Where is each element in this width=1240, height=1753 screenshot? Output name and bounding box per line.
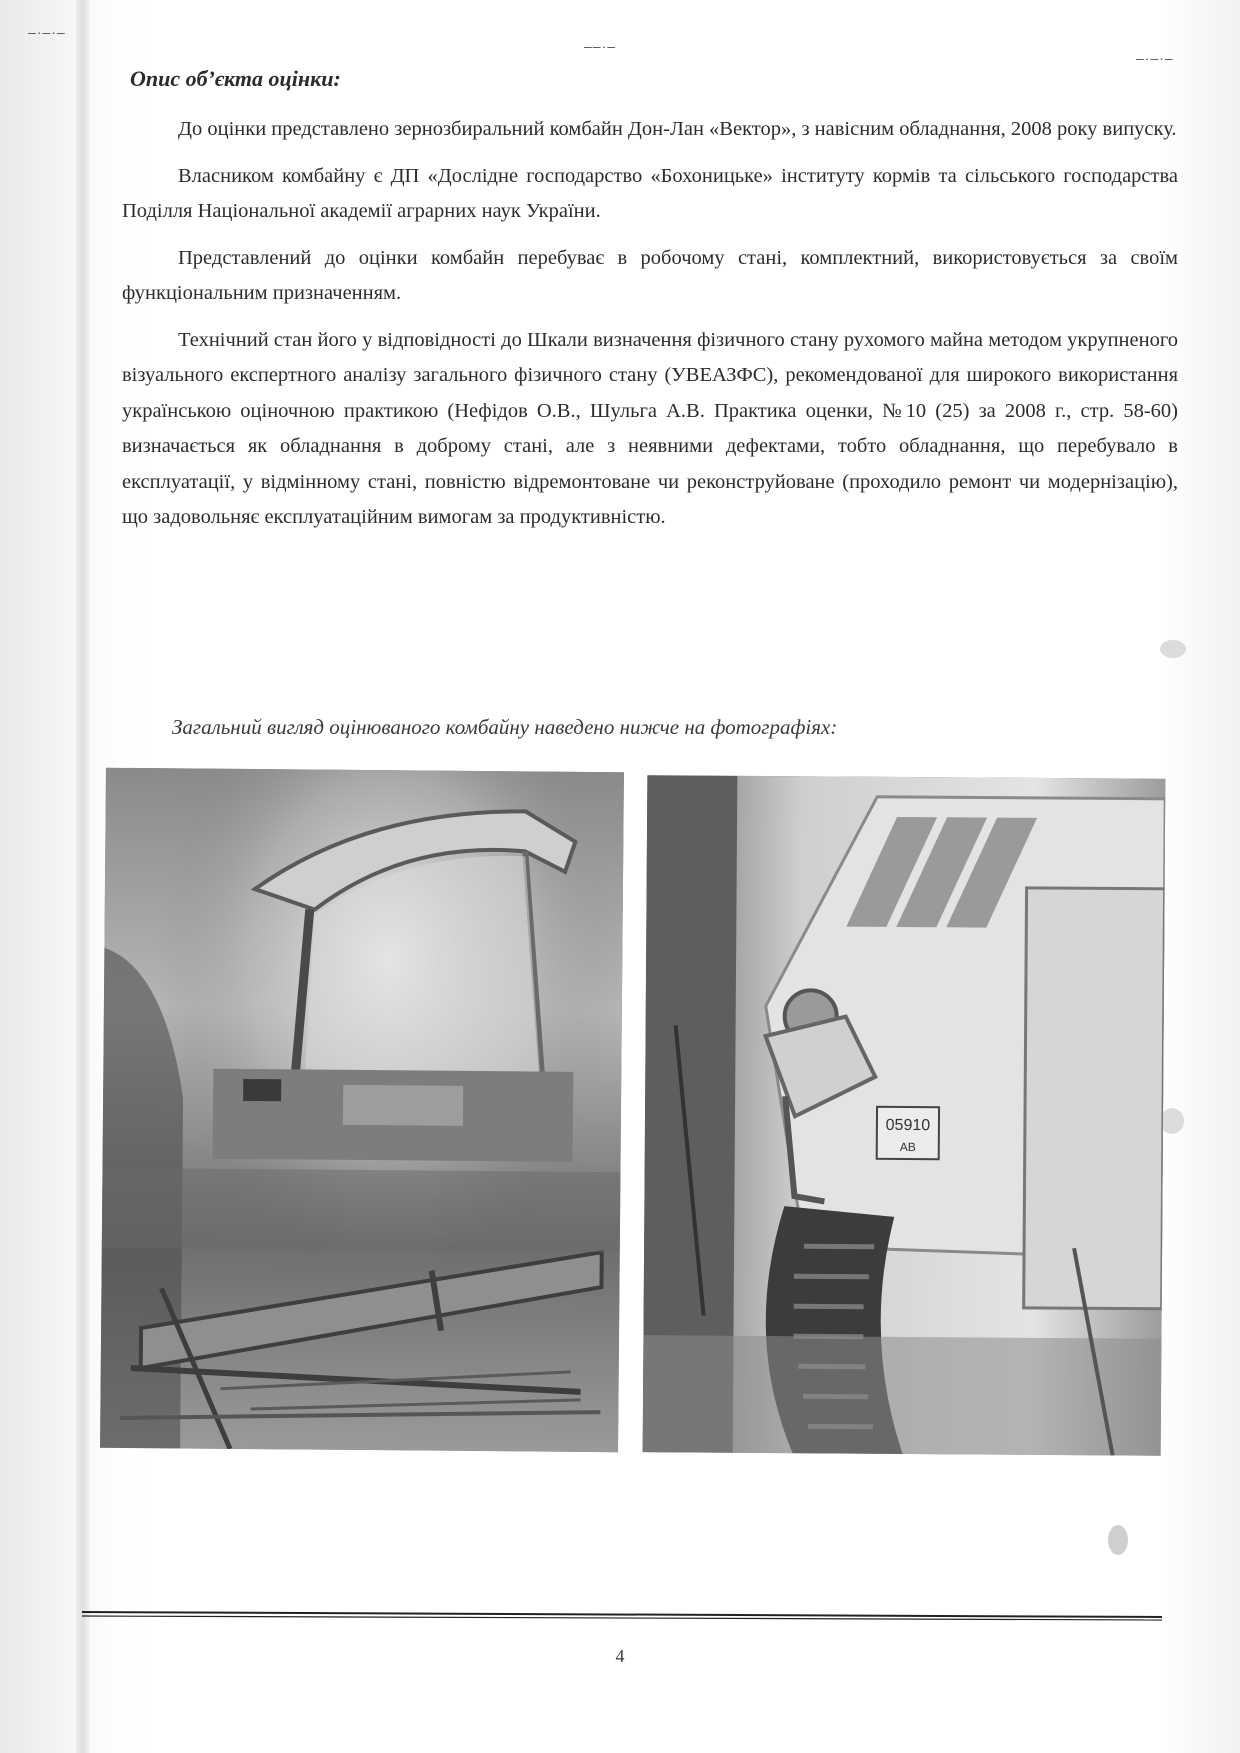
scan-speck: –·–·– — [1136, 50, 1174, 66]
license-plate-region: АВ — [899, 1139, 916, 1155]
combine-front-photo-image — [100, 768, 624, 1452]
punch-hole-mark — [1160, 1108, 1184, 1134]
scan-blot — [1108, 1525, 1128, 1555]
scan-shadow-edge — [76, 0, 90, 1753]
punch-hole-mark — [1160, 640, 1186, 658]
scan-speck: ––·– — [584, 38, 617, 54]
paragraph-condition: Представлений до оцінки комбайн перебуває в робочому стані, комплектний, використовується за своїм функціональним призначенням. — [122, 246, 1178, 304]
license-plate-number: 05910 — [885, 1116, 931, 1135]
paragraph-technical-state: Технічний стан його у відповідності до Шкали визначення фізичного стану рухомого майна методом укрупненого візуального експертного аналізу загального фізичного стану (УВЕАЗФС), рекомендованої для широкого використання українською оціночною практикою (Нефідов О.В., Шульга А.В. Практика оценки, №10 (25) за 2008 г., стр. 58-60) визначається як обладнання в доброму стані, але з неявними дефектами, тобто обладнання, що перебувало в експлуатації, у відмінному стані, повністю відремонтоване чи реконструйоване (проходило ремонт чи модернізацію), що задовольняє експлуатаційним вимогам за продуктивністю. — [122, 328, 1178, 528]
page-number: 4 — [615, 1646, 625, 1666]
scan-speck: –·–·– — [28, 24, 66, 40]
paragraph-owner: Власником комбайну є ДП «Дослідне господарство «Бохоницьке» інституту кормів та сільського господарства Поділля Національної академії аграрних наук України. — [122, 164, 1178, 222]
photos-caption: Загальний вигляд оцінюваного комбайну наведено нижче на фотографіях: — [172, 715, 838, 739]
body-text — [122, 112, 1178, 547]
section-heading: Опис об’єкта оцінки: — [130, 66, 341, 91]
combine-front-photo — [100, 768, 624, 1452]
combine-side-photo-image — [643, 775, 1166, 1456]
footer-double-rule — [82, 1610, 1162, 1622]
combine-side-photo — [643, 775, 1166, 1456]
paragraph-object: До оцінки представлено зернозбиральний комбайн Дон-Лан «Вектор», з навісним обладнання, 2008 року випуску. — [178, 118, 1177, 140]
